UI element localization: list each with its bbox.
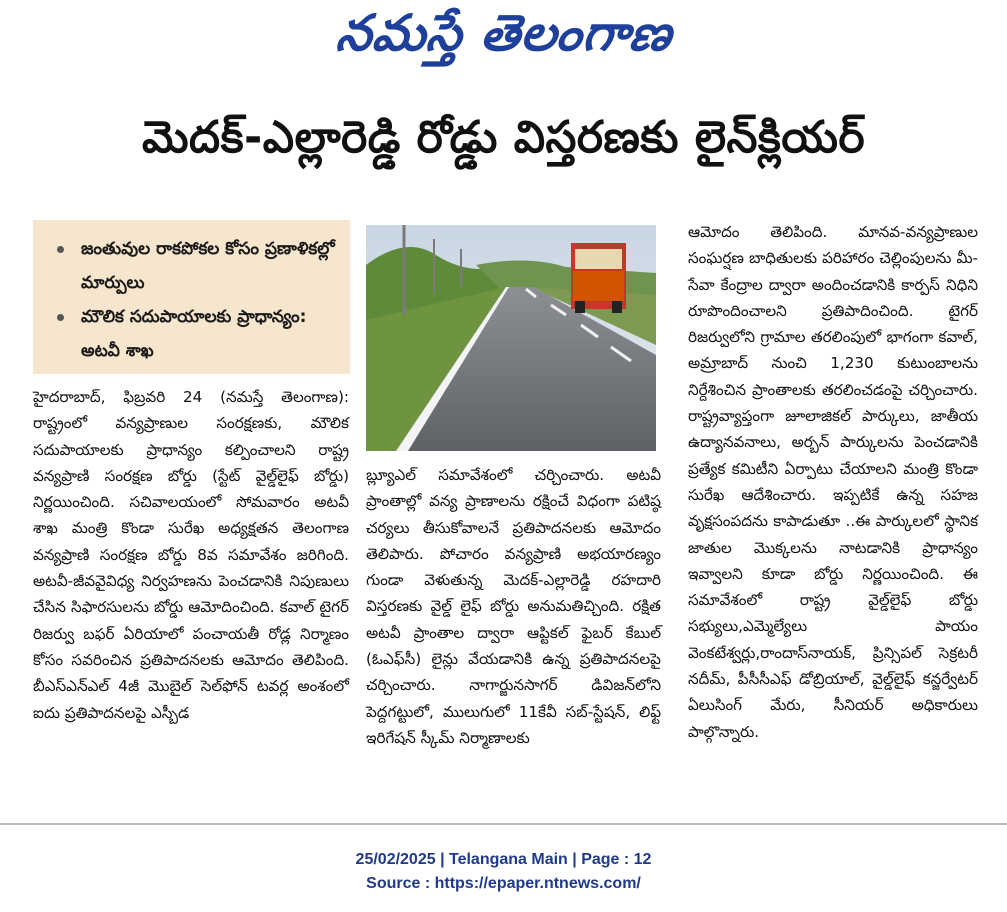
masthead-logo: నమస్తే తెలంగాణ (333, 4, 676, 62)
column-text: రాష్ట్రంలో వన్యప్రాణుల సంరక్షణకు, మౌలిక సదుపాయాలకు ప్రాధాన్యం కల్పించాలని రాష్ట్ర వన్యప్రాణి సంరక్షణ బోర్డు (స్టేట్‌ వైల్డ్‌లైఫ్‌ బోర్డు) నిర్ణయించింది. సచివాలయంలో సోమవారం అటవీ శాఖ మంత్రి కొండా సురేఖ అధ్యక్షతన తెలంగాణ వన్యప్రాణి సంరక్షణ బోర్డు 8వ సమావేశం జరిగింది. అటవీ-జీవవైవిధ్య నిర్వహణను పెంచడానికి నిపుణులు చేసిన సిఫారసులను బోర్డు ఆమోదించింది. కవాల్‌ టైగర్‌ రిజర్వు బఫర్‌ ఏరియాలో పంచాయతీ రోడ్ల నిర్మాణం కోసం సవరించిన ప్రతిపాదనలకు ఆమోదం తెలిపింది. బీఎస్‌ఎన్‌ఎల్‌ 4జీ మొబైల్‌ సెల్‌ఫోన్‌ టవర్ల అంశంలో ఐదు ప్రతిపాదనలపై ఎస్బీడ (33, 414, 349, 722)
masthead (0, 0, 1007, 72)
article-column-2 (366, 462, 661, 751)
road-photo-image (366, 225, 656, 451)
highlight-item: మౌలిక సదుపాయాలకు ప్రాధాన్యం: అటవీ శాఖ (55, 300, 340, 368)
road-photo (366, 225, 656, 451)
article-column-3 (688, 219, 978, 745)
column-text: ఆమోదం తెలిపింది. మానవ-వన్యప్రాణుల సంఘర్షణ బాధితులకు పరిహారం చెల్లింపులను మీ-సేవా కేంద్రాల ద్వారా అందించడానికి కార్పస్‌ నిధిని రూపొందించాలని ప్రతిపాదించింది. టైగర్‌ రిజర్వులోని గ్రామాల తరలింపులో భాగంగా కవాల్‌, అమ్రాబాద్‌ నుంచి 1,230 కుటుంబాలను నిర్దేశించిన ప్రాంతాలకు తరలించడంపై చర్చించారు. రాష్ట్రవ్యాప్తంగా జూలాజికల్‌ పార్కులు, జాతీయ ఉద్యానవనాలు, అర్బన్‌ పార్కులను పెంచడానికి ప్రత్యేక కమిటీని ఏర్పాటు చేయాలని మంత్రి కొండా సురేఖ ఆదేశించారు. ఇప్పటికే ఉన్న సహజ వృక్షసంపదను కాపాడుతూ ..ఈ పార్కులలో స్థానిక జాతుల మొక్కలను నాటడానికి ప్రాధాన్యం ఇవ్వాలని కూడా బోర్డు నిర్ణయించింది. ఈ సమావేశంలో రాష్ట్ర వైల్డ్‌లైఫ్‌ బోర్డు సభ్యులు,ఎమ్మెల్యేలు పాయం వెంకటేశ్వర్లు,రాందాస్‌నాయక్‌, ప్రిన్సిపల్‌ సెక్రటరీ నదీమ్‌, పీసీసీఎఫ్‌ డోబ్రియాల్‌, వైల్డ్‌లైఫ్‌ కన్జర్వేటర్‌ ఏలుసింగ్‌ మేరు, సీనియర్‌ అధికారులు పాల్గొన్నారు. (688, 223, 978, 741)
highlight-item: జంతువుల రాకపోకల కోసం ప్రణాళికల్లో మార్పులు (55, 232, 340, 300)
column-text: బ్ల్యూఎల్‌ సమావేశంలో చర్చించారు. అటవీ ప్రాంతాల్లో వన్య ప్రాణాలను రక్షించే విధంగా పటిష్ఠ చర్యలు తీసుకోవాలనే ప్రతిపాదనలకు ఆమోదం తెలిపారు. పోచారం వన్యప్రాణి అభయారణ్యం గుండా వెళుతున్న మెదక్‌-ఎల్లారెడ్డి రహదారి విస్తరణకు వైల్డ్‌ లైఫ్‌ బోర్డు అనుమతిచ్చింది. రక్షిత అటవీ ప్రాంతాల ద్వారా ఆప్టికల్‌ ఫైబర్‌ కేబుల్‌ (ఓఎఫ్‌సీ) లైన్లు వేయడానికి ఉన్న ప్రతిపాదనలపై చర్చించారు. నాగార్జునసాగర్‌ డివిజన్‌లోని పెద్దగట్టులో, ములుగులో 11కేవీ సబ్‌-స్టేషన్‌, లిఫ్ట్‌ ఇరిగేషన్‌ స్కీమ్‌ నిర్మాణాలకు (366, 466, 661, 747)
footer (0, 848, 1007, 896)
footer-source: Source : https://epaper.ntnews.com/ (366, 875, 641, 892)
highlights-box (33, 220, 350, 374)
footer-edition-info: 25/02/2025 | Telangana Main | Page : 12 (355, 851, 652, 868)
bullet-icon (57, 314, 64, 321)
bullet-icon (57, 246, 64, 253)
dateline: హైదరాబాద్‌, ఫిబ్రవరి 24 (నమస్తే తెలంగాణ): (33, 388, 349, 406)
article-headline: మెదక్‌-ఎల్లారెడ్డి రోడ్డు విస్తరణకు లైన్‌క్లియర్‌ (141, 112, 866, 163)
article-column-1 (33, 384, 349, 726)
footer-divider (0, 823, 1007, 825)
